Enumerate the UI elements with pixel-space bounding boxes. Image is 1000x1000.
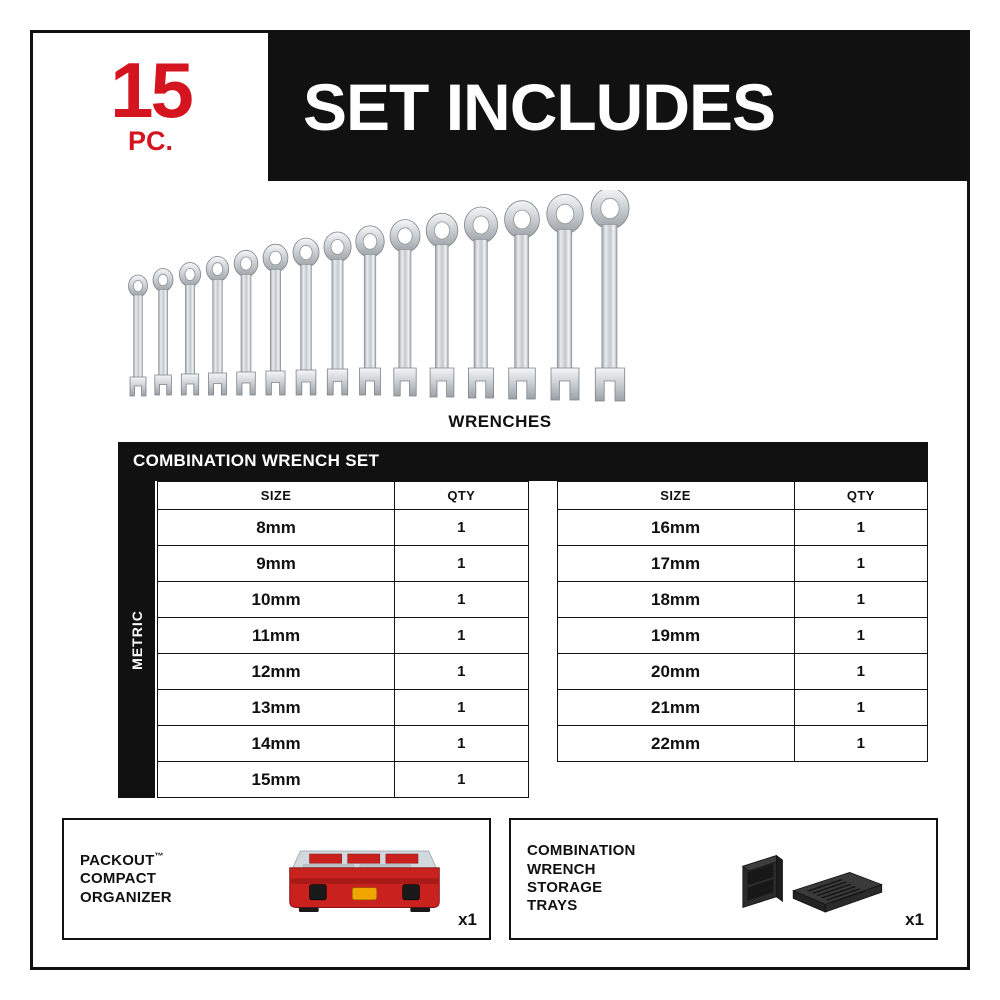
table-row: [557, 726, 928, 762]
table-header-row: [557, 482, 928, 510]
cell-qty: 1: [794, 582, 927, 618]
accessory-storage-trays: [509, 818, 938, 940]
cell-qty: 1: [794, 654, 927, 690]
page-title: SET INCLUDES: [303, 70, 776, 144]
cell-size: 19mm: [557, 618, 794, 654]
metric-group-tab: [119, 481, 155, 798]
accessory-name-line3: STORAGE: [527, 879, 603, 896]
cell-qty: 1: [794, 726, 927, 762]
table-row: [557, 582, 928, 618]
cell-qty: 1: [395, 510, 528, 546]
cell-qty: 1: [395, 654, 528, 690]
cell-qty: 1: [794, 690, 927, 726]
accessories-row: [62, 818, 938, 940]
table-columns: [155, 481, 928, 798]
table-body: [118, 481, 928, 798]
header: [33, 33, 967, 181]
accessory-name-line3: ORGANIZER: [80, 888, 172, 906]
table-row: [557, 690, 928, 726]
accessory-name-line2: WRENCH: [527, 860, 596, 878]
cell-qty: 1: [395, 690, 528, 726]
accessory-name-line1: COMBINATION: [527, 842, 636, 860]
table-row: [557, 654, 928, 690]
cell-size: 10mm: [158, 582, 395, 618]
cell-qty: 1: [395, 726, 528, 762]
accessory-label: [527, 842, 697, 915]
cell-size: 12mm: [158, 654, 395, 690]
cell-qty: 1: [395, 582, 528, 618]
combination-wrench-set-table: [118, 442, 928, 798]
packout-organizer-graphic: [250, 828, 479, 932]
table-row: [557, 618, 928, 654]
header-qty: QTY: [794, 482, 927, 510]
cell-size: 20mm: [557, 654, 794, 690]
header-bar: [268, 33, 967, 181]
right-size-table: [557, 481, 929, 798]
cell-size: 8mm: [158, 510, 395, 546]
cell-size: 17mm: [557, 546, 794, 582]
cell-qty: 1: [794, 546, 927, 582]
cell-size: 14mm: [158, 726, 395, 762]
table-row: [158, 582, 529, 618]
accessory-qty: x1: [905, 910, 924, 929]
table-row: [158, 546, 529, 582]
piece-count-label: PC.: [127, 126, 173, 157]
cell-qty: 1: [395, 618, 528, 654]
header-size: SIZE: [557, 482, 794, 510]
header-size: SIZE: [158, 482, 395, 510]
cell-size: 16mm: [557, 510, 794, 546]
accessory-packout-organizer: [62, 818, 491, 940]
metric-group-label: METRIC: [129, 609, 145, 670]
table-row: [158, 726, 529, 762]
cell-size: 9mm: [158, 546, 395, 582]
cell-size: 15mm: [158, 762, 395, 798]
accessory-name-line1: PACKOUT: [80, 852, 155, 870]
storage-trays-illustration: [697, 828, 926, 930]
cell-qty: 1: [395, 546, 528, 582]
accessory-qty: x1: [458, 910, 477, 929]
table-row: [158, 654, 529, 690]
accessory-label: [80, 851, 250, 907]
table-header-row: [158, 482, 529, 510]
table-row: [158, 690, 529, 726]
piece-count-number: 15: [110, 45, 191, 134]
cell-size: 13mm: [158, 690, 395, 726]
table-row: [557, 546, 928, 582]
wrench-fan-graphic: [120, 190, 890, 430]
accessory-name-line4: TRAYS: [527, 897, 578, 915]
cell-qty: 1: [794, 618, 927, 654]
accessory-name-line2: COMPACT: [80, 870, 157, 888]
table-row: [557, 510, 928, 546]
left-size-table: [157, 481, 529, 798]
left-size-column: [157, 481, 529, 798]
cell-size: 21mm: [557, 690, 794, 726]
cell-qty: 1: [794, 510, 927, 546]
table-row-spacer: [557, 762, 928, 798]
header-qty: QTY: [395, 482, 528, 510]
wrench-set-illustration: [120, 190, 890, 430]
cell-size: 22mm: [557, 726, 794, 762]
table-title: COMBINATION WRENCH SET: [118, 442, 928, 481]
packout-organizer-illustration: [250, 828, 479, 930]
table-row: [158, 618, 529, 654]
right-size-column: [557, 481, 929, 798]
cell-size: 18mm: [557, 582, 794, 618]
storage-trays-graphic: [697, 828, 926, 932]
piece-count-block: [33, 33, 268, 181]
table-row: [158, 510, 529, 546]
cell-qty: 1: [395, 762, 528, 798]
trademark-symbol: ™: [154, 851, 164, 862]
cell-size: 11mm: [158, 618, 395, 654]
wrenches-caption: WRENCHES: [448, 412, 552, 431]
table-row: [158, 762, 529, 798]
